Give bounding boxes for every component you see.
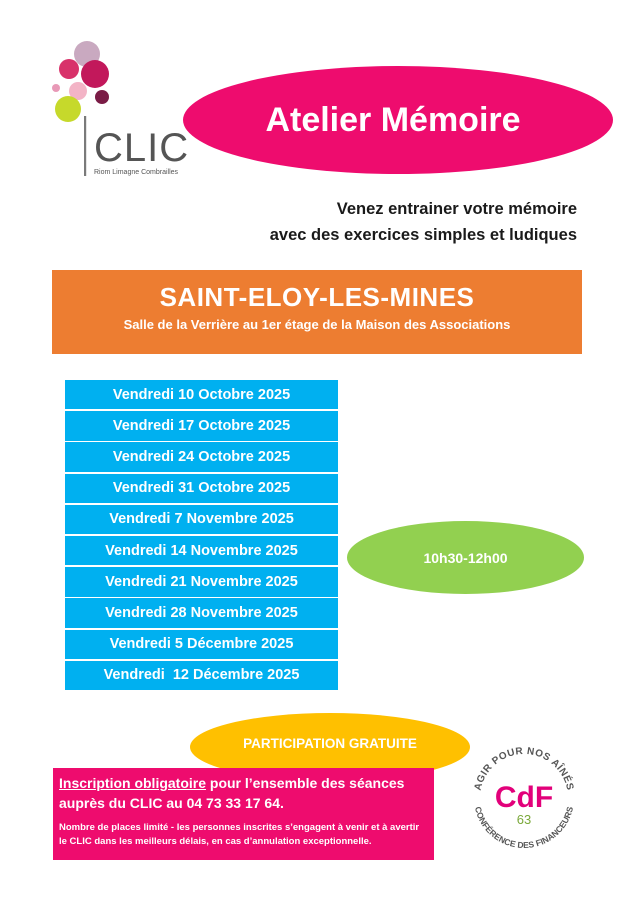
inscription-line-1 bbox=[59, 773, 428, 793]
date-row: Vendredi 28 Novembre 2025 bbox=[65, 598, 338, 627]
inscription-line-1-rest: pour l’ensemble des séances bbox=[206, 775, 405, 791]
intro-line-1: Venez entrainer votre mémoire bbox=[336, 200, 577, 218]
location-city: SAINT-ELOY-LES-MINES bbox=[159, 282, 475, 312]
location-venue: Salle de la Verrière au 1er étage de la Maison des Associations bbox=[123, 317, 511, 332]
date-row: Vendredi 17 Octobre 2025 bbox=[65, 411, 338, 440]
logo-subtitle: Riom Limagne Combrailles bbox=[94, 169, 179, 176]
date-row: Vendredi 12 Décembre 2025 bbox=[65, 661, 338, 690]
inscription-box bbox=[53, 768, 434, 860]
location-banner bbox=[52, 270, 582, 354]
date-row: Vendredi 5 Décembre 2025 bbox=[65, 630, 338, 659]
intro-text bbox=[270, 196, 577, 248]
session-time: 10h30-12h00 bbox=[423, 549, 508, 566]
date-row: Vendredi 10 Octobre 2025 bbox=[65, 380, 338, 409]
intro-line-2: avec des exercices simples et ludiques bbox=[269, 226, 577, 244]
title-banner bbox=[183, 66, 613, 174]
cdf-top-arc: AGIR POUR NOS AÎNÉS bbox=[472, 745, 576, 792]
inscription-phone: auprès du CLIC au 04 73 33 17 64. bbox=[59, 795, 284, 811]
inscription-required: Inscription obligatoire bbox=[59, 775, 207, 791]
date-row: Vendredi 7 Novembre 2025 bbox=[65, 505, 338, 534]
participation-text: PARTICIPATION GRATUITE bbox=[243, 735, 417, 751]
cdf-logo bbox=[466, 740, 582, 856]
cdf-number: 63 bbox=[516, 812, 532, 827]
time-badge bbox=[347, 521, 584, 594]
cdf-letters: CdF bbox=[494, 781, 554, 814]
dates-list bbox=[65, 380, 338, 692]
date-row: Vendredi 24 Octobre 2025 bbox=[65, 442, 338, 471]
date-row: Vendredi 31 Octobre 2025 bbox=[65, 474, 338, 503]
logo-text: CLIC bbox=[94, 126, 190, 170]
inscription-note: Nombre de places limité - les personnes inscrites s’engagent à venir et à avertir le CLIC dans les meilleurs délais, en cas d’annulation exceptionnelle. bbox=[59, 822, 420, 847]
date-row: Vendredi 14 Novembre 2025 bbox=[65, 536, 338, 565]
page-title: Atelier Mémoire bbox=[265, 100, 521, 139]
date-row: Vendredi 21 Novembre 2025 bbox=[65, 567, 338, 596]
cdf-bottom-arc: CONFÉRENCE DES FINANCEURS bbox=[472, 805, 576, 851]
